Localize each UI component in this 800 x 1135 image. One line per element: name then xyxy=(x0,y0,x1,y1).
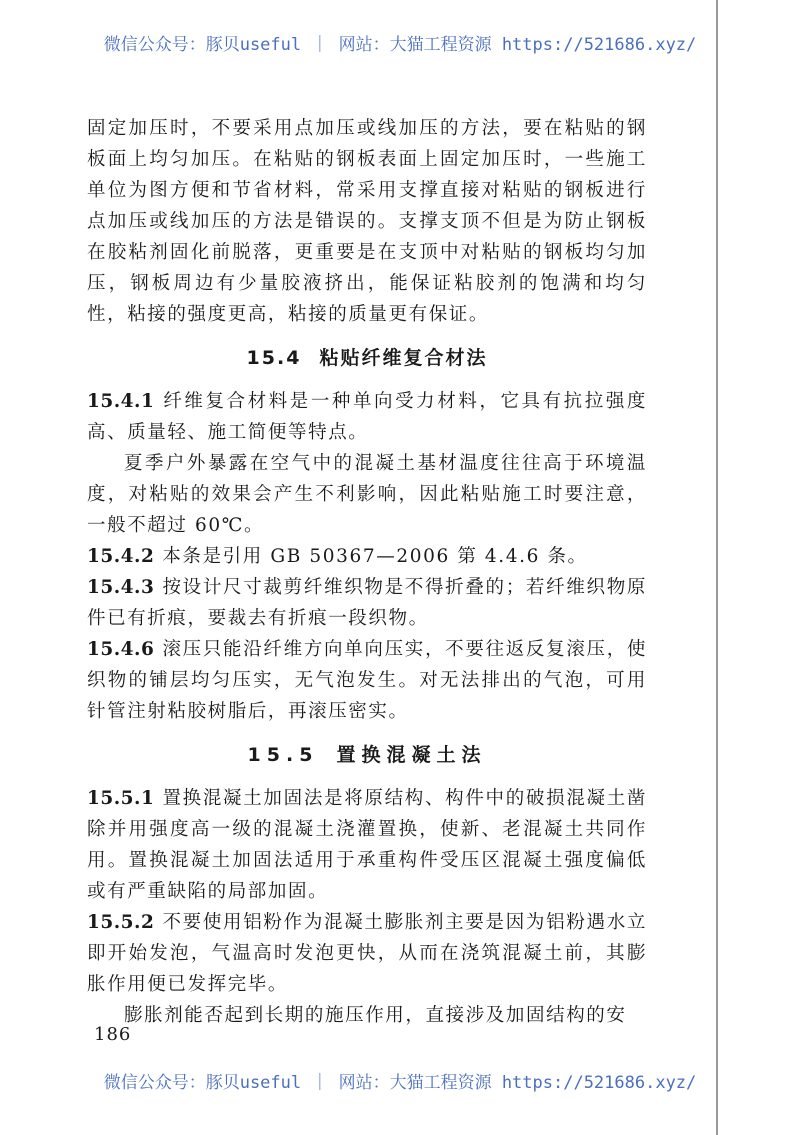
continuation-paragraph: 固定加压时，不要采用点加压或线加压的方法，要在粘贴的钢板面上均匀加压。在粘贴的钢板表面上固定加压时，一些施工单位为图方便和节省材料，常采用支撑直接对粘贴的钢板进行点加压或线加压的方法是错误的。支撑支顶不但是为防止钢板在胶粘剂固化前脱落，更重要是在支顶中对粘贴的钢板均匀加压，钢板周边有少量胶液挤出，能保证粘胶剂的饱满和均匀性，粘接的强度更高，粘接的质量更有保证。 xyxy=(87,118,647,325)
clause-paragraph: 膨胀剂能否起到长期的施压作用，直接涉及加固结构的安 xyxy=(124,1005,627,1026)
page-body xyxy=(87,113,647,1031)
clause-text: 置换混凝土加固法是将原结构、构件中的破损混凝土凿除并用强度高一级的混凝土浇灌置换，使新、老混凝土共同作用。置换混凝土加固法适用于承重构件受压区混凝土强度偏低或有严重缺陷的局部加固。 xyxy=(87,788,647,902)
section-number: 15.4 xyxy=(246,347,302,369)
section-heading-15-4 xyxy=(87,341,647,375)
watermark-top: 微信公众号：豚贝useful ｜ 网站：大猫工程资源 https://521686.xyz/ xyxy=(103,35,697,55)
clause-text: 纤维复合材料是一种单向受力材料，它具有抗拉强度高、质量轻、施工简便等特点。 xyxy=(87,391,647,443)
clause-number: 15.4.3 xyxy=(87,577,155,598)
clause-text: 不要使用铝粉作为混凝土膨胀剂主要是因为铝粉遇水立即开始发泡，气温高时发泡更快，从而在浇筑混凝土前，其膨胀作用便已发挥完毕。 xyxy=(87,912,647,995)
watermark-bottom: 微信公众号：豚贝useful ｜ 网站：大猫工程资源 https://521686.xyz/ xyxy=(103,1073,697,1093)
clause-15-4-6 xyxy=(87,634,647,727)
clause-number: 15.4.2 xyxy=(87,546,155,567)
section-title: 置换混凝土法 xyxy=(336,744,487,766)
section-title: 粘贴纤维复合材法 xyxy=(319,347,488,369)
clause-number: 15.5.1 xyxy=(87,788,155,809)
clause-text: 滚压只能沿纤维方向单向压实，不要往返反复滚压，使织物的铺层均匀压实，无气泡发生。对无法排出的气泡，可用针管注射粘胶树脂后，再滚压密实。 xyxy=(87,639,647,722)
clause-15-4-1 xyxy=(87,386,647,448)
clause-15-4-2 xyxy=(87,541,647,572)
clause-number: 15.4.6 xyxy=(87,639,155,660)
clause-number: 15.5.2 xyxy=(87,912,155,933)
clause-15-4-3 xyxy=(87,572,647,634)
clause-15-5-2 xyxy=(87,907,647,1000)
section-number: 15.5 xyxy=(247,744,319,766)
page-number: 186 xyxy=(94,1024,132,1045)
section-heading-15-5 xyxy=(87,738,647,772)
clause-text: 本条是引用 GB 50367—2006 第 4.4.6 条。 xyxy=(162,546,588,567)
clause-number: 15.4.1 xyxy=(87,391,155,412)
clause-paragraph: 夏季户外暴露在空气中的混凝土基材温度往往高于环境温度，对粘贴的效果会产生不利影响，因此粘贴施工时要注意，一般不超过 60℃。 xyxy=(87,453,647,536)
page-edge-line xyxy=(716,0,718,1135)
clause-text: 按设计尺寸裁剪纤维织物是不得折叠的；若纤维织物原件已有折痕，要裁去有折痕一段织物。 xyxy=(87,577,647,629)
clause-15-5-1 xyxy=(87,783,647,907)
